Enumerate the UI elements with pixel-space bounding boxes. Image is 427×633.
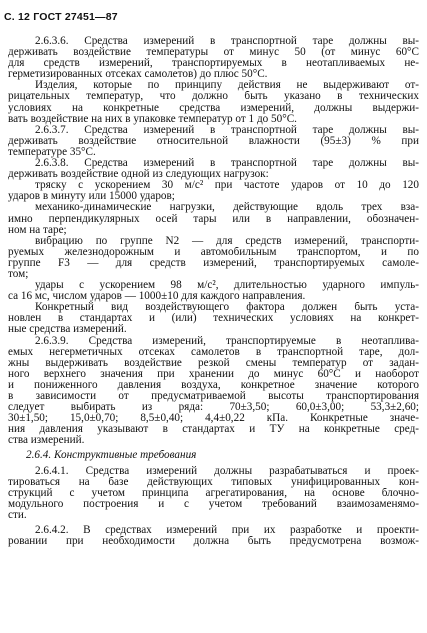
text-line: 2.6.4.1. Средства измерений должны разрабатываться и проек- <box>35 465 419 477</box>
text-line: группе F3 — для средств измерений, транспортируемых самоле- <box>8 257 419 269</box>
text-line: и пониженного давления воздуха, конкретное значение которого <box>8 379 419 391</box>
text-line: модульного построения и с учетом требований взаимозаменямо- <box>8 498 419 510</box>
text-line: са 16 мс, числом ударов — 1000±10 для каждого направления. <box>8 291 306 303</box>
text-line: в зависимости от предусматриваемой высоты транспортирования <box>8 391 419 402</box>
text-line: Конкретный вид воздействующего фактора должен быть уста- <box>35 302 419 314</box>
text-line: 30±1,50; 15,0±0,70; 8,5±0,40; 4,4±0,22 кПа. Конкретные значе- <box>8 413 419 425</box>
text-line: 2.6.4.2. В средствах измерений при их разработке и проекти- <box>35 525 419 537</box>
text-line: сти. <box>8 509 27 521</box>
text-line: ства измерений. <box>8 435 85 447</box>
text-line: ные средства измерений. <box>8 324 127 336</box>
text-line: емых негерметичных отсеках самолетов в транспортной таре, дол- <box>8 346 419 358</box>
text-line: ния давления указывают в стандартах и ТУ на конкретные сред- <box>8 424 419 436</box>
text-line: имно перпендикулярных осей тары или в направлении, обозначен- <box>8 213 419 225</box>
text-line: держивать воздействие одной из следующих нагрузок: <box>8 169 269 181</box>
text-line: струкций с учетом принципа агрегатирования, на основе блочно- <box>8 487 419 499</box>
text-line: 2.6.4. Конструктивные требования <box>26 450 197 462</box>
text-line: держивать воздействие относительной влажности (95±3) % при <box>8 135 419 147</box>
text-line: 2.6.3.7. Средства измерений в транспортной таре должны вы- <box>35 124 419 136</box>
text-line: тряску с ускорением 30 м/с² при частоте ударов от 10 до 120 <box>35 180 419 192</box>
text-line: ном на таре; <box>8 224 67 236</box>
text-line: том; <box>8 268 29 280</box>
text-line: герметизированных отсеках самолетов) до плюс 50°С. <box>8 69 268 81</box>
text-line: 2.6.3.8. Средства измерений в транспортной таре должны вы- <box>35 158 419 170</box>
text-line: 2.6.3.9. Средства измерений, транспортируемые в неотаплива- <box>35 335 419 347</box>
text-line: рицательных температур, что должно быть указано в технических <box>8 91 419 103</box>
text-line: вать воздействие на них в упаковке температур от 1 до 50°С. <box>8 113 297 125</box>
document-body <box>8 36 419 547</box>
text-line: вибрацию по группе N2 — для средств измерений, транспорти- <box>35 235 419 247</box>
text-line: 2.6.3.6. Средства измерений в транспортной таре должны вы- <box>35 36 419 47</box>
text-line: тироваться на базе действующих типовых унифицированных кон- <box>8 476 419 488</box>
text-line: для средств измерений, транспортируемых в неотапливаемых не- <box>8 58 419 70</box>
text-line: следует выбирать из ряда: 70±3,50; 60,0±3,00; 53,3±2,60; <box>8 402 419 414</box>
text-line: удары с ускорением 98 м/с², длительностью ударного импуль- <box>35 280 419 292</box>
text-line: держивать воздействие температуры от минус 50 (от минус 60°С <box>8 47 419 59</box>
text-line: новлен в стандартах и (или) технических условиях на конкрет- <box>8 313 419 325</box>
text-line: механико-динамические нагрузки, действующие вдоль трех вза- <box>35 202 419 214</box>
text-line: жны выдерживать воздействие резкой смены температур от задан- <box>8 357 419 369</box>
text-line: условиях на конкретные средства измерений, должны выдержи- <box>8 102 419 114</box>
text-line: температуре 35°С. <box>8 146 96 158</box>
text-line: ударов в минуту или 15000 ударов; <box>8 191 175 203</box>
page-header: С. 12 ГОСТ 27451—87 <box>4 11 118 23</box>
text-line: ровании при необходимости должна быть предусмотрена возмож- <box>8 536 419 548</box>
text-line: руемых железнодорожным и автомобильным транспортом, и по <box>8 246 419 258</box>
text-line: Изделия, которые по принципу действия не выдерживают от- <box>35 80 419 92</box>
text-line: ного верхнего значения при хранении до минус 60°С и наоборот <box>8 368 419 380</box>
